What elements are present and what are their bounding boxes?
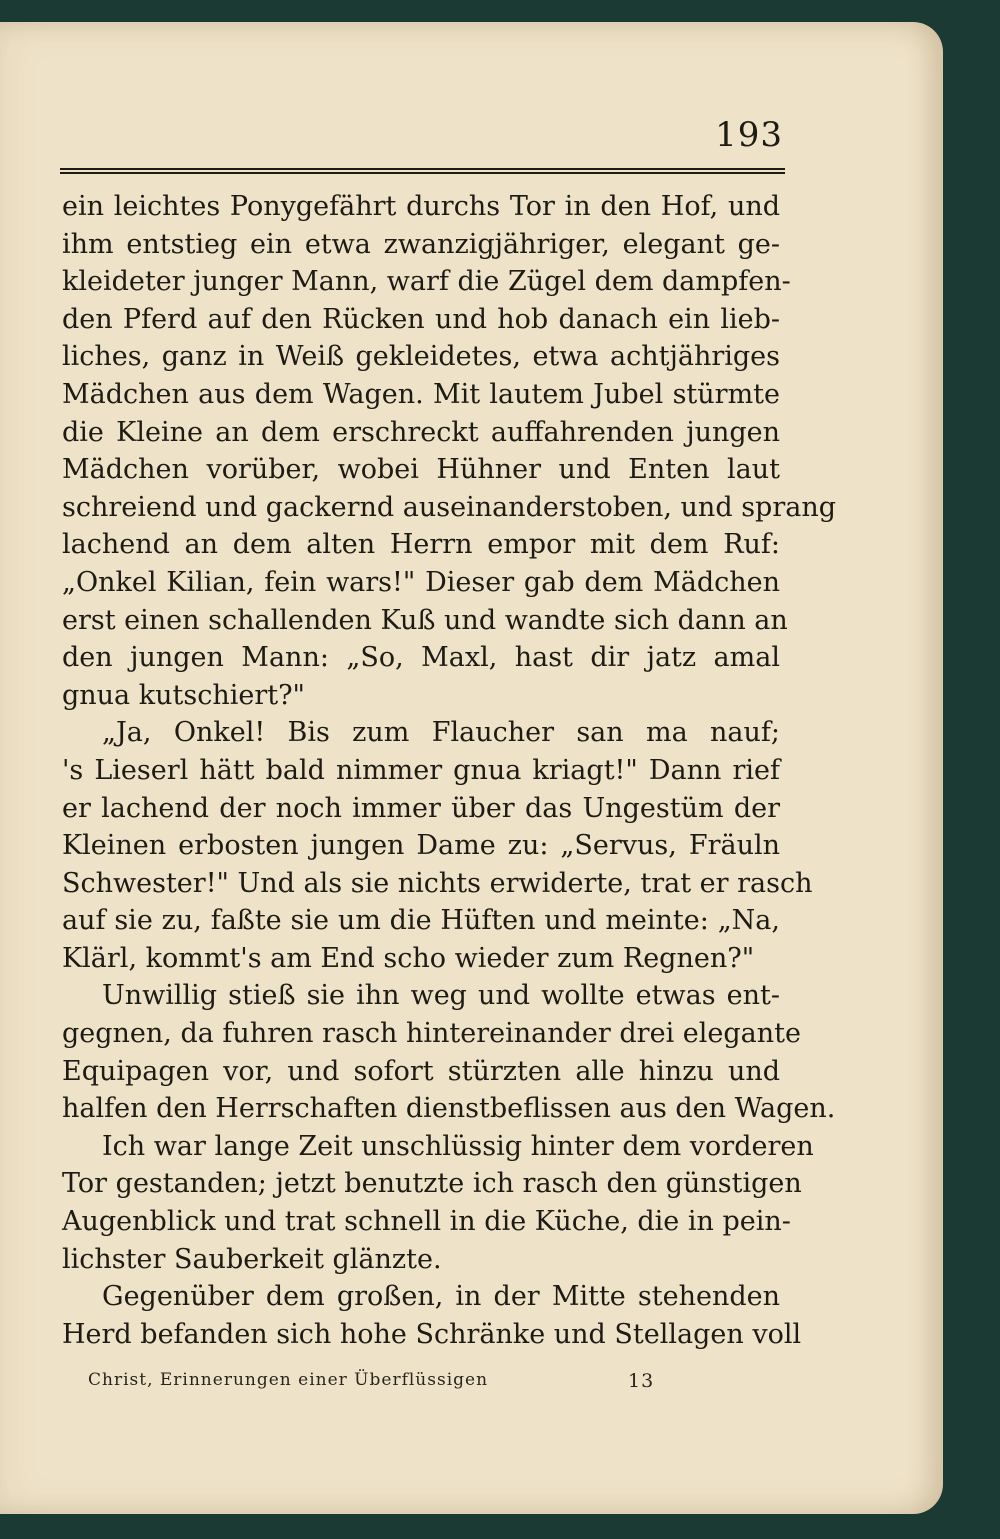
text-line: „Ja, Onkel! Bis zum Flaucher san ma nauf; (102, 717, 780, 749)
text-line: schreiend und gackernd auseinanderstoben, und sprang (62, 491, 837, 523)
text-line: Herd befanden sich hohe Schränke und Stellagen voll (62, 1318, 802, 1350)
text-line: halfen den Herrschaften dienstbeflissen aus den Wagen. (62, 1093, 836, 1125)
text-line: liches, ganz in Weiß gekleidetes, etwa achtjähriges (62, 341, 780, 373)
footer-signature-mark: 13 (628, 1370, 655, 1392)
text-line: lachend an dem alten Herrn empor mit dem Ruf: (62, 529, 780, 561)
text-line: Gegenüber dem großen, in der Mitte stehenden (102, 1281, 780, 1313)
text-line: Schwester!" Und als sie nichts erwiderte, trat er rasch (62, 867, 813, 899)
text-line: Equipagen vor, und sofort stürzten alle hinzu und (62, 1055, 780, 1087)
header-rule (60, 168, 785, 174)
text-line: den Pferd auf den Rücken und hob danach ein lieb- (62, 303, 780, 335)
text-line: erst einen schallenden Kuß und wandte sich dann an (62, 604, 788, 636)
text-line: Kleinen erbosten jungen Dame zu: „Servus, Fräuln (62, 830, 780, 862)
text-line: die Kleine an dem erschreckt auffahrenden jungen (62, 416, 780, 448)
text-line: Unwillig stieß sie ihn weg und wollte etwas ent- (102, 980, 780, 1012)
text-line: Mädchen vorüber, wobei Hühner und Enten laut (62, 454, 780, 486)
text-line: lichster Sauberkeit glänzte. (62, 1243, 442, 1275)
text-line: gegnen, da fuhren rasch hintereinander drei elegante (62, 1018, 801, 1050)
text-line: Ich war lange Zeit unschlüssig hinter dem vorderen (102, 1130, 814, 1162)
text-line: ihm entstieg ein etwa zwanzigjähriger, elegant ge- (62, 228, 780, 260)
text-line: Mädchen aus dem Wagen. Mit lautem Jubel stürmte (62, 378, 780, 410)
footer-book-title: Christ, Erinnerungen einer Überflüssigen (88, 1370, 489, 1390)
text-line: Augenblick und trat schnell in die Küche, die in pein- (62, 1206, 791, 1238)
text-line: kleideter junger Mann, warf die Zügel dem dampfen- (62, 266, 791, 298)
text-line: ein leichtes Ponygefährt durchs Tor in den Hof, und (62, 191, 780, 222)
text-line: „Onkel Kilian, fein wars!" Dieser gab dem Mädchen (62, 566, 780, 598)
text-line: er lachend der noch immer über das Ungestüm der (62, 792, 780, 824)
text-line: gnua kutschiert?" (62, 679, 305, 711)
text-line: Klärl, kommt's am End scho wieder zum Regnen?" (62, 942, 755, 974)
text-line: auf sie zu, faßte sie um die Hüften und meinte: „Na, (62, 905, 780, 937)
text-line: Tor gestanden; jetzt benutzte ich rasch den günstigen (62, 1168, 802, 1200)
book-page (0, 22, 943, 1514)
text-line: 's Lieserl hätt bald nimmer gnua kriagt!" Dann rief (62, 754, 780, 786)
text-line: den jungen Mann: „So, Maxl, hast dir jatz amal (62, 642, 780, 674)
page-number: 193 (715, 115, 783, 155)
body-text (62, 188, 837, 1353)
